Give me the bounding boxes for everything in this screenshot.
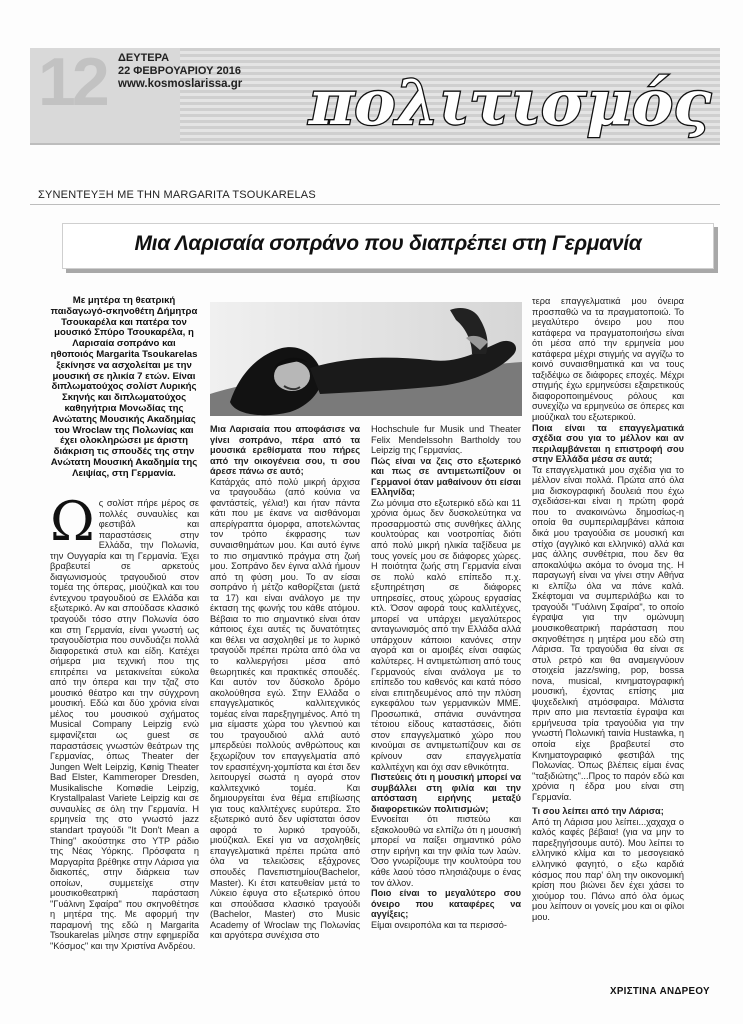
- interview-question: Μια Λαρισαία που αποφάσισε να γίνει σοπράνο, πέρα από τα μουσικά ερεθίσματα που πήρες από την οικογένεια σου, τι σου άρεσε πάνω σε αυτό;: [210, 424, 360, 477]
- interview-question: Πιστεύεις ότι η μουσική μπορεί να συμβάλλει στη φιλία και την απόσταση ειρήνης μεταξύ διαφορετικών πολιτισμών;: [371, 772, 521, 814]
- divider: [30, 204, 720, 205]
- issue-day: ΔΕΥΤΕΡΑ: [118, 52, 170, 64]
- article-kicker: ΣΥΝΕΝΤΕΥΞΗ ΜΕ ΤΗΝ MARGARITA TSOUKARELAS: [38, 189, 316, 201]
- article-column-4: [532, 296, 684, 922]
- interview-question: Τι σου λείπει από την Λάρισα;: [532, 806, 664, 817]
- author-signature: ΧΡΙΣΤΙΝΑ ΑΝΔΡΕΟΥ: [610, 986, 710, 997]
- interview-answer: Είμαι ονειροπόλα και τα περισσό-: [371, 919, 507, 930]
- interview-answer: Εννοείται ότι πιστεύω και εξακολουθώ να ελπίζω ότι η μουσική μπορεί να παίξει σημαντικό ρόλο στην ειρήνη και την φιλία των λαών. Όσο γνωρίζουμε την κουλτούρα του κάθε λαού τόσο πλησιάζουμε ο ένας τον άλλον.: [371, 814, 521, 888]
- article-headline: Μια Λαρισαία σοπράνο που διαπρέπει στη Γερμανία: [134, 232, 642, 255]
- interview-question: Ποιο είναι το μεγαλύτερο σου όνειρο που καταφέρες να αγγίξεις;: [371, 888, 521, 920]
- article-lead: Με μητέρα τη θεατρική παιδαγωγό-σκηνοθέτη Δήμητρα Τσουκαρέλα και πατέρα τον μουσικό Σπύρο Τσουκαρέλα, η Λαρισαία σοπράνο και ηθοποιός Margarita Tsoukarelas ξεκίνησε να ασχολείται με την μουσική σε ηλικία 7 ετών. Είναι διπλωματούχος σολίστ Λυρικής Σκηνής και διπλωματούχος καθηγήτρια Μονωδίας της Ανώτατης Μουσικής Ακαδημίας του Wroclaw της Πολωνίας και έχει ολοκληρώσει με άριστη διάκριση τις σπουδές της στην Ανώτατη Μουσική Ακαδημία της Λειψίας, στη Γερμανία.: [50, 295, 198, 479]
- section-title: [300, 60, 715, 140]
- interview-answer: Κατάρχάς από πολύ μικρή άρχισα να τραγουδάω (από κούνια να φαντάστείς, γέλια!) και ήταν πάντα κάτι που με έκανε να αισθάνομαι απερίγραπτα όμορφα, αποτελώντας τον τρόπο έκφρασης των συναισθημάτων μου. Και αυτό έγινε το πιο σημαντικό πράγμα στη ζωή μου. Σοπράνο δεν έγινα αλλά ήμουν από τη φύση μου. Το αν είσαι σοπράνο ή μέτζο καθορίζεται (μετά τα 17) και είναι ανάλογο με την έκταση της φωνής του κάθε ατόμου. Βέβαια το πιο σημαντικό είναι όταν κάποιος έχει αυτές τις δυνατότητες και θέλει να ασχοληθεί με το λυρικό τραγούδι πρέπει πρώτα από όλα να το καλλιεργήσει μέσα από θεωρητικές και πρακτικές σπουδές. Και αυτόν τον δύσκολο δρόμο ακολούθησα εγώ. Στην Ελλάδα ο επαγγελματικός καλλιτεχνικός τομέας είναι παρεξηγημένος. Από τη μια είμαστε χώρα του γλεντιού και του τραγουδιού αλλά αυτό μπερδεύει πολλούς ανθρώπους και ξεχωρίζουν τον επαγγελματία από τον ερασιτέχνη-χομπίστα και έτσι δεν λειτουργεί σωστά η αγορά στον καλλιτεχνικό τομέα. Και δημιουργείται ένα θέμα επιβίωσης για τους καλλιτέχνες ευρύτερα. Στο εξωτερικό αυτό δεν υφίσταται όσον αφορά το λυρικό τραγούδι, μιούζικαλ. Εκεί για να ασχοληθείς επαγγελματικά πρέπει πρώτα από όλα να τελειώσεις εξάχρονες σπουδές Πανεπιστημίου(Bachelor, Master). Κι έτσι κατευθείαν μετά το Λύκειο έφυγα στο εξωτερικό όπου και σπούδασα κλασικό τραγούδι (Bachelor, Master) στο Music Academy of Wroclaw της Πολωνίας και αργότερα συνέχισα στο: [210, 476, 360, 941]
- interview-answer: Από τη Λάρισα μου λείπει...χαχαχα ο καλός καφές βέβαια! (για να μην το παρεξηγήσουμε αυτό). Μου λείπει το ελληνικό κλίμα και το μεσογειακό ελληνικό φαγητό, ο εξω καρδιά κόσμος που παρ' όλη την οικονομική κρίση που βιώνει δεν έχει χάσει το χιούμορ του. Πάνω από όλα όμως μου λείπουν οι γονείς μου και οι φίλοι μου.: [532, 816, 684, 922]
- page-number: 12: [38, 44, 106, 120]
- article-column-2: [210, 424, 360, 941]
- interview-question: Πώς είναι να ζεις στο εξωτερικό και πως σε αντιμετωπίζουν οι Γερμανοί όταν μαθαίνουν ότι είσαι Ελληνίδα;: [371, 455, 521, 498]
- interview-answer: Ζω μόνιμα στο εξωτερικό εδώ και 11 χρόνια όμως δεν δυσκολεύτηκα να προσαρμοστώ στις συνθήκες άλλης κουλτούρας και νοοτροπίας διότι από πολύ μικρή ηλικία ταξίδευα με τους γονείς μου σε διάφορες χώρες. Η ποιότητα ζωής στη Γερμανία είναι σε πολύ καλό επίπεδο π.χ. εξυπηρέτηση σε διάφορες υπηρεσίες, στους χώρους εργασίας κτλ. Όσον αφορά τους καλλιτέχνες, μπορεί να υπάρχει μεγαλύτερος ανταγωνισμός από την Ελλάδα αλλά υπάρχουν κάποιοι κανόνες στην αγορά και οι αμοιβές είναι σαφώς καλύτερες. Η αντιμετώπιση από τους Γερμανούς είναι ανάλογα με το επίπεδο του καθενός και κατά πόσο είναι επιτηδευμένος από την πλύση εγκεφάλου των γερμανικών ΜΜΕ. Προσωπικά, σπάνια συνάντησα τέτοιου είδους καταστάσεις, διότι στον επαγγελματικό χώρο που κινούμαι σε αντιμετωπίζουν και σε κρίνουν σαν επαγγελματία καλλιτέχνη και όχι σαν εθνικότητα.: [371, 497, 521, 772]
- article-column-3: [371, 424, 521, 930]
- issue-date: 22 ΦΕΒΡΟΥΑΡΙΟΥ 2016: [118, 65, 241, 77]
- interview-question: Ποια είναι τα επαγγελματικά σχέδια σου για το μέλλον και αν περιλαμβάνεται η επιστροφή σου στην Ελλάδα μέσα σε αυτά;: [532, 422, 684, 465]
- issue-info: [118, 52, 242, 91]
- interview-answer: τερα επαγγελματικά μου όνειρα προσπαθώ να τα πραγματοποιώ. Το μεγαλύτερο όνειρο μου που κατάφερα να πραγματοποιήσω είναι ότι μέσα από την ερμηνεία μου κατάφερα μέχρι στιγμής να αγγίζω το κοινό συναισθηματικά και να τους ταξιδέψω σε διάφορες εποχές. Μέχρι στιγμής έχω ερμηνεύσει εξαιρετικούς διαφοροποιημένους ρόλους και συνεχίζω να ερμηνεύω σε όπερες και μιούζικαλ του εξωτερικού.: [532, 296, 684, 423]
- interview-answer: Hochschule fur Musik und Theater Felix Mendelssohn Bartholdy του Leipzig της Γερμανίας.: [371, 424, 521, 456]
- headline-box: [62, 223, 714, 269]
- section-title-text: πολιτισμός: [308, 66, 711, 139]
- portrait-image: [210, 302, 522, 416]
- website-link[interactable]: www.kosmoslarissa.gr: [118, 78, 243, 90]
- soprano-portrait-photo: [210, 302, 522, 416]
- drop-cap: Ω: [50, 490, 95, 553]
- interview-answer: Τα επαγγελματικά μου σχέδια για το μέλλον είναι πολλά. Πρώτα από όλα μια δισκογραφική δουλειά που έχω σχεδιάσει-και είναι η πρώτη φορά που το ανακοινώνω δημοσίως-η οποία θα συμπεριλαμβάνει κάποια δικά μου τραγούδια σε μουσική και στίχο (αγγλικό και ελληνικό) αλλά και μας άλλης συνθέτρια, που δεν θα αποκαλύψω ακόμα το όνομα της. Η παραγωγή είναι να γίνει στην Αθήνα κι ελπίζω όλα να πάνε καλά. Σκέφτομαι να συμπεριλάβω και το τραγούδι "Γυάλινη Σφαίρα", το οποίο έγραψα για την ομώνυμη μουσικοθεατρική παράσταση που σκηνοθέτησε η μητέρα μου εδώ στη Λάρισα. Τα τραγούδια θα είναι σε στυλ ρετρό και θα αναμειγνύουν στοιχεία jazz/swing, pop, bossa nova, musical, κινηματογραφική μουσική, έχοντας επίσης μια ψυχεδελική ατμόσφαιρα. Μάλιστα πριν απο μια πενταετία έγραψα και ερμήνευσα τρία τραγούδια για την γνωστή Πολωνική ταινία Hustawka, η οποία είχε βραβευτεί στο Κινηματογραφικό φεστιβάλ της Πολωνίας. Όπως βλέπεις είμαι ένας "ταξιδιώτης"...Προς το παρόν εδώ και χρόνια η έδρα μου είναι στη Γερμανία.: [532, 464, 684, 802]
- article-column-1: [50, 490, 199, 952]
- column-1-text: ς σολίστ πήρε μέρος σε πολλές συναυλίες και φεστιβάλ και παραστάσεις στην Ελλάδα, την Πολωνία, την Ουγγαρία και τη Γερμανία. Έχει βραβευτεί σε αρκετούς διαγωνισμούς τραγουδιού στον τομέα της όπερας, μιούζικαλ και του έντεχνου τραγουδιού σε Ελλάδα και εξωτερικό. Αν και σπούδασε κλασικό τραγούδι τόσο στην Πολωνία όσο και στη Γερμανία, είναι γνωστή ως τραγουδίστρια που συνδυάζει πολλά διαφορετικά στυλ και είδη. Κατέχει σήμερα μια τεχνική που της επιτρέπει να μετακινείται εύκολα από την όπερα και την τζαζ στο μουσικό θέατρο και την σύγχρονη μουσική. Εδώ και δύο χρόνια είναι μέλος του μουσικού σχήματος Musical Company Leipzig ενώ εμφανίζεται ως guest σε παραστάσεις γνωστών θεάτρων της Γερμανίας, όπως Theater der Jungen Welt Leipzig, Kønig Theater Bad Elster, Kammeroper Dresden, Musikalische Komødie Leipzig, Krystallpalast Variete Leipzig και σε συναυλίες σε όλη την Γερμανία. Η ερμηνεία της στο γνωστό jazz standart τραγούδι "It Don't Mean a Thing" ακούστηκε στο YTP ράδιο της Νέας Υόρκης. Πρόσφατα η Μαργαρίτα βρέθηκε στην Λάρισα για διακοπές, στην διάρκεια των οποίων, συμμετείχε στην μουσικοθεατρική παράσταση "Γυάλινη Σφαίρα" που σκηνοθέτησε η μητέρα της. Με αφορμή την παραμονή της εδώ η Margarita Tsoukarelas μίλησε στην εφημερίδα "Κόσμος" και την Χριστίνα Ανδρέου.: [50, 498, 199, 951]
